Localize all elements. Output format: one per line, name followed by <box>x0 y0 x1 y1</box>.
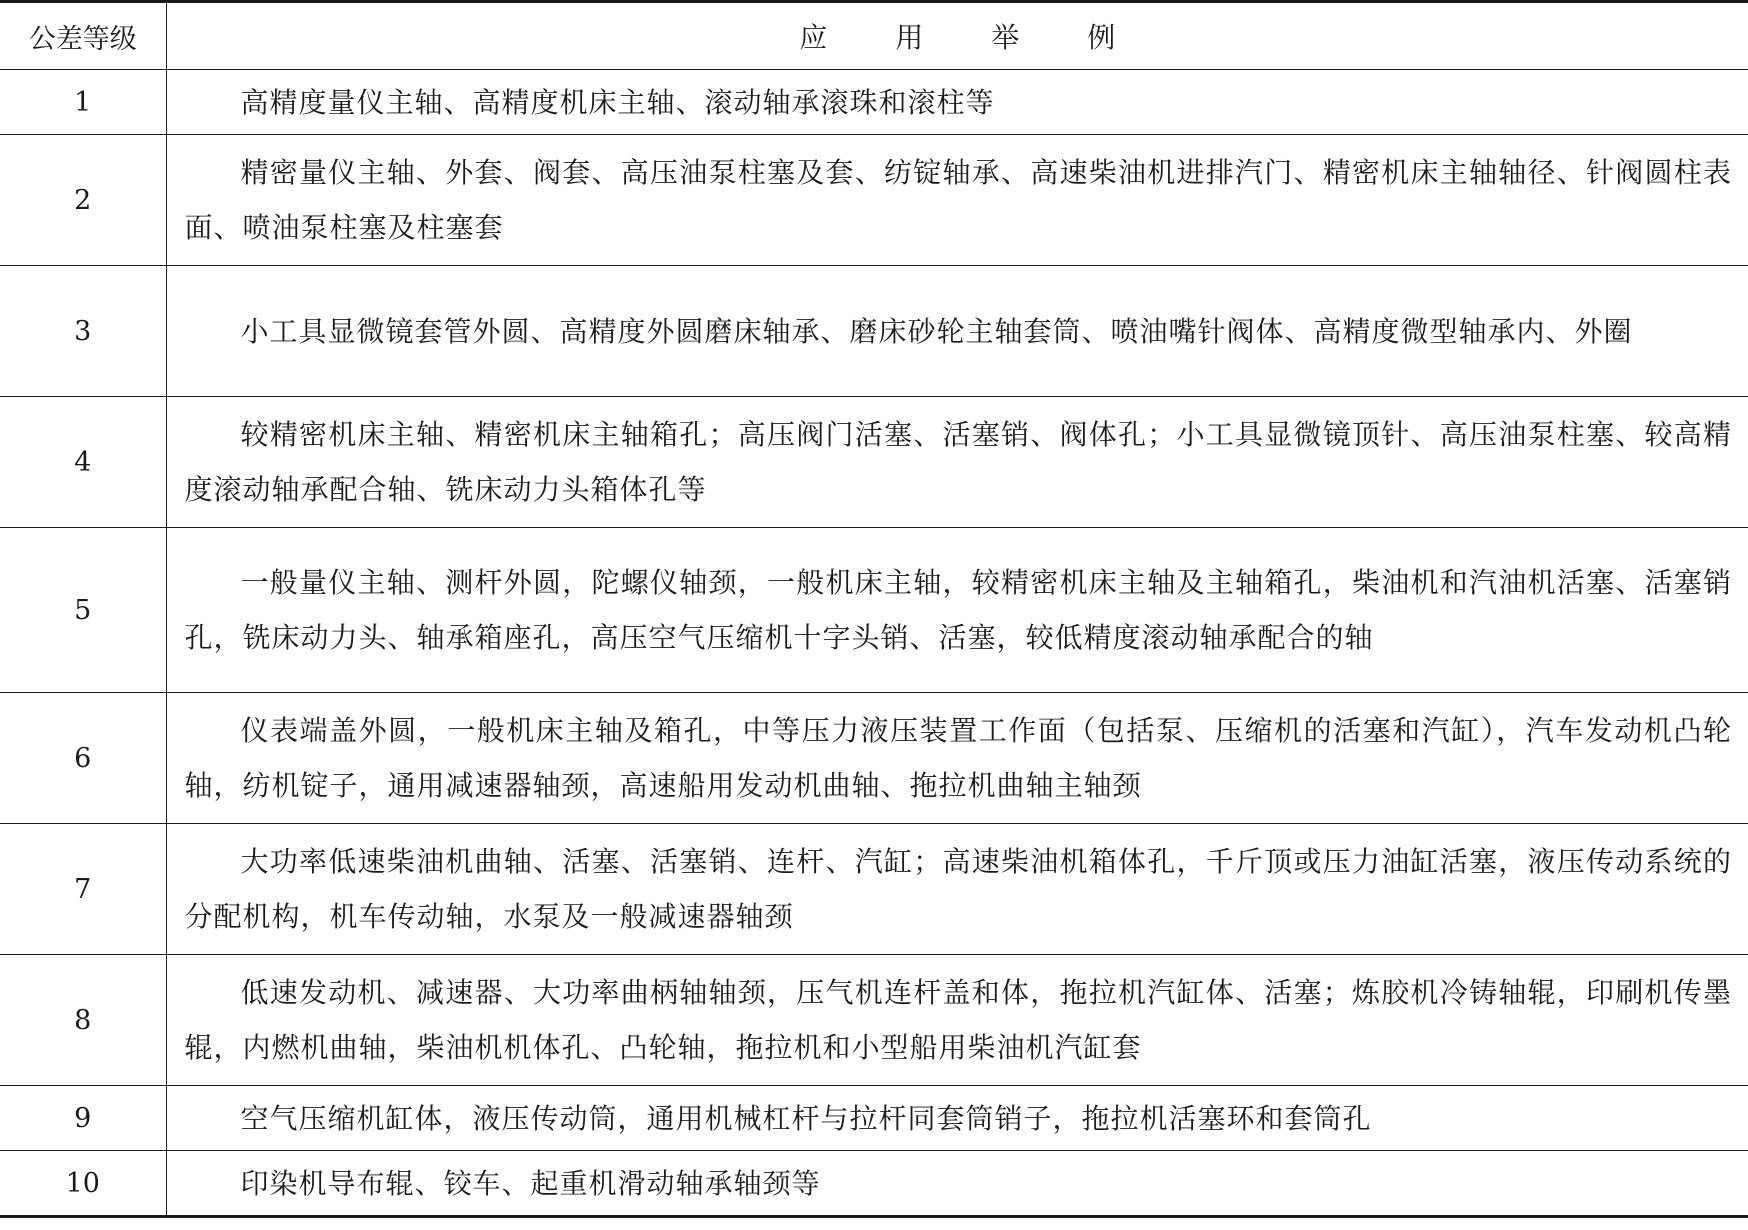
table-row <box>0 824 1748 955</box>
table-row <box>0 266 1748 397</box>
table-row <box>0 528 1748 693</box>
table-row <box>0 955 1748 1086</box>
application-cell: 仪表端盖外圆，一般机床主轴及箱孔，中等压力液压装置工作面（包括泵、压缩机的活塞和汽缸），汽车发动机凸轮轴，纺机锭子，通用减速器轴颈，高速船用发动机曲轴、拖拉机曲轴主轴颈 <box>166 693 1748 824</box>
application-cell: 大功率低速柴油机曲轴、活塞、活塞销、连杆、汽缸；高速柴油机箱体孔，千斤顶或压力油缸活塞，液压传动系统的分配机构，机车传动轴，水泵及一般减速器轴颈 <box>166 824 1748 955</box>
header-row <box>0 2 1748 70</box>
table-row <box>0 397 1748 528</box>
table-row <box>0 135 1748 266</box>
application-cell: 空气压缩机缸体，液压传动筒，通用机械杠杆与拉杆同套筒销子，拖拉机活塞环和套筒孔 <box>166 1086 1748 1151</box>
application-cell: 小工具显微镜套管外圆、高精度外圆磨床轴承、磨床砂轮主轴套筒、喷油嘴针阀体、高精度微型轴承内、外圈 <box>166 266 1748 397</box>
application-cell: 高精度量仪主轴、高精度机床主轴、滚动轴承滚珠和滚柱等 <box>166 70 1748 135</box>
grade-cell: 2 <box>0 135 166 266</box>
grade-cell: 4 <box>0 397 166 528</box>
grade-cell: 3 <box>0 266 166 397</box>
table-row <box>0 70 1748 135</box>
grade-cell: 8 <box>0 955 166 1086</box>
grade-cell: 6 <box>0 693 166 824</box>
grade-cell: 9 <box>0 1086 166 1151</box>
application-cell: 一般量仪主轴、测杆外圆，陀螺仪轴颈，一般机床主轴，较精密机床主轴及主轴箱孔，柴油机和汽油机活塞、活塞销孔，铣床动力头、轴承箱座孔，高压空气压缩机十字头销、活塞，较低精度滚动轴承配合的轴 <box>166 528 1748 693</box>
application-cell: 低速发动机、减速器、大功率曲柄轴轴颈，压气机连杆盖和体，拖拉机汽缸体、活塞；炼胶机冷铸轴辊，印刷机传墨辊，内燃机曲轴，柴油机机体孔、凸轮轴，拖拉机和小型船用柴油机汽缸套 <box>166 955 1748 1086</box>
header-application: 应用举例 <box>166 2 1748 70</box>
table-body <box>0 70 1748 1217</box>
grade-cell: 5 <box>0 528 166 693</box>
application-cell: 较精密机床主轴、精密机床主轴箱孔；高压阀门活塞、活塞销、阀体孔；小工具显微镜顶针、高压油泵柱塞、较高精度滚动轴承配合轴、铣床动力头箱体孔等 <box>166 397 1748 528</box>
table-header <box>0 2 1748 70</box>
application-cell: 精密量仪主轴、外套、阀套、高压油泵柱塞及套、纺锭轴承、高速柴油机进排汽门、精密机床主轴轴径、针阀圆柱表面、喷油泵柱塞及柱塞套 <box>166 135 1748 266</box>
application-cell: 印染机导布辊、铰车、起重机滑动轴承轴颈等 <box>166 1151 1748 1217</box>
grade-cell: 7 <box>0 824 166 955</box>
table-row <box>0 693 1748 824</box>
grade-cell: 10 <box>0 1151 166 1217</box>
grade-cell: 1 <box>0 70 166 135</box>
header-grade: 公差等级 <box>0 2 166 70</box>
table-row <box>0 1086 1748 1151</box>
table-row <box>0 1151 1748 1217</box>
